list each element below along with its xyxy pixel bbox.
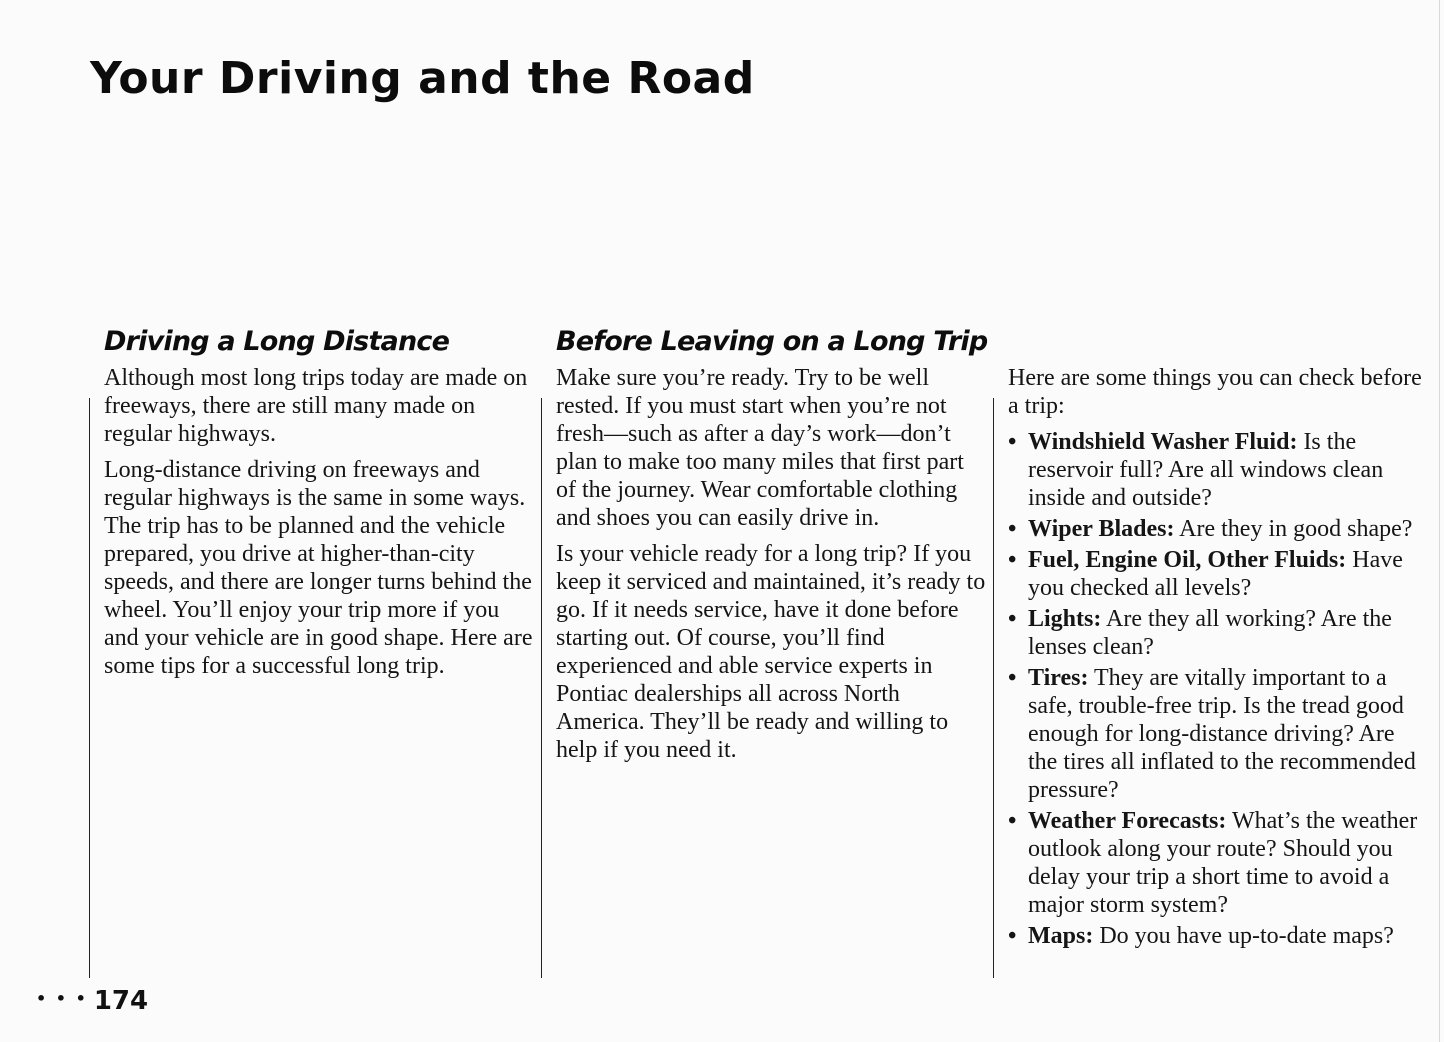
bullet-icon: • (1008, 429, 1017, 455)
checklist (1008, 428, 1422, 950)
page-title: Your Driving and the Road (90, 53, 755, 105)
paragraph: Make sure you’re ready. Try to be well rested. If you must start when you’re not fresh—such as after a day’s work—don’t plan to make too many miles that first part of the journey. Wear comfortable clothing and shoes you can easily drive in. (556, 365, 964, 531)
checklist-item-label: Weather Forecasts: (1028, 808, 1227, 834)
bullet-icon: • (1008, 547, 1017, 573)
checklist-item-label: Windshield Washer Fluid: (1028, 429, 1298, 455)
checklist-item (1008, 515, 1422, 543)
checklist-item (1008, 922, 1422, 950)
page-number-value: 174 (93, 986, 149, 1016)
bullet-icon: • (1008, 516, 1017, 542)
page-number (36, 986, 148, 1016)
bullet-icon: • (1008, 665, 1017, 691)
section-trip-checklist (1008, 364, 1422, 953)
checklist-item-text: Do you have up-to-date maps? (1093, 923, 1394, 949)
paragraph: Long-distance driving on freeways and regular highways is the same in some ways. The trip has to be planned and the vehicle prepared, you drive at higher-than-city speeds, and there are longer turns behind the wheel. You’ll enjoy your trip more if you and your vehicle are in good shape. Here are some tips for a successful long trip. (104, 457, 533, 679)
bullet-icon: • (1008, 808, 1017, 834)
page-edge (1439, 0, 1440, 1042)
bullet-icon: • (1008, 923, 1017, 949)
column-divider (541, 398, 542, 978)
checklist-item-label: Wiper Blades: (1028, 516, 1175, 542)
checklist-item-text: Have you checked all levels? (1028, 547, 1403, 601)
checklist-item (1008, 664, 1422, 804)
checklist-item (1008, 546, 1422, 602)
checklist-item-text: What’s the weather outlook along your route? Should you delay your trip a short time to avoid a major storm system? (1028, 808, 1418, 918)
checklist-item-text: Are they in good shape? (1174, 516, 1413, 542)
checklist-item-label: Lights: (1028, 606, 1102, 632)
column-divider (89, 398, 90, 978)
paragraph: Is your vehicle ready for a long trip? If you keep it serviced and maintained, it’s ready to go. If it needs service, have it done before starting out. Of course, you’ll find experienced and able service experts in Pontiac dealerships all across North America. They’ll be ready and willing to help if you need it. (556, 541, 986, 763)
section-heading: Driving a Long Distance (104, 326, 450, 357)
checklist-item-text: Are they all working? Are the lenses clean? (1028, 606, 1392, 660)
section-before-leaving (556, 324, 988, 772)
checklist-intro: Here are some things you can check before a trip: (1008, 365, 1422, 419)
checklist-item-label: Tires: (1028, 665, 1089, 691)
checklist-item (1008, 605, 1422, 661)
section-heading: Before Leaving on a Long Trip (556, 326, 988, 357)
section-driving-long-distance (104, 324, 534, 688)
checklist-item-text: Is the reservoir full? Are all windows clean inside and outside? (1028, 429, 1384, 511)
column-divider (993, 398, 994, 978)
checklist-item (1008, 807, 1422, 919)
checklist-item-label: Maps: (1028, 923, 1094, 949)
checklist-item (1008, 428, 1422, 512)
checklist-item-text: They are vitally important to a safe, trouble-free trip. Is the tread good enough for long-distance driving? Are the tires all inflated to the recommended pressure? (1028, 665, 1416, 803)
checklist-item-label: Fuel, Engine Oil, Other Fluids: (1028, 547, 1347, 573)
page-number-dots: • • • (36, 989, 88, 1008)
bullet-icon: • (1008, 606, 1017, 632)
paragraph: Although most long trips today are made on freeways, there are still many made on regular highways. (104, 365, 528, 447)
